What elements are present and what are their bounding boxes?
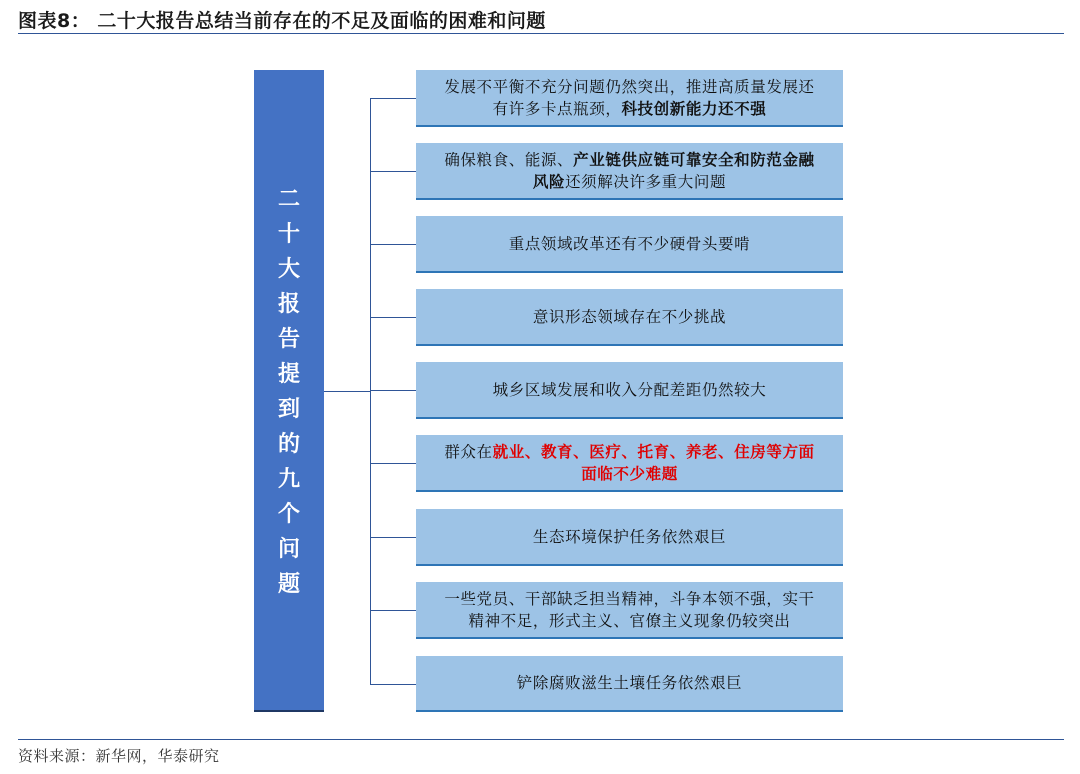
- issue-text: 城乡区域发展和收入分配差距仍然较大: [492, 380, 767, 399]
- issue-text-plain: 群众在: [444, 442, 493, 461]
- issue-text-plain: 有许多卡点瓶颈，: [492, 99, 622, 118]
- main-char: 二: [277, 187, 300, 212]
- main-topic-label: [254, 182, 324, 602]
- issue-text-bold: 科技创新能力还不强: [621, 98, 767, 118]
- issue-box-5: [416, 362, 843, 419]
- issue-box-3: [416, 216, 843, 273]
- source-rule: [18, 739, 1064, 740]
- connector-main: [324, 391, 371, 392]
- main-char: 个: [277, 502, 300, 527]
- issue-text: 重点领域改革还有不少硬骨头要啃: [508, 234, 751, 253]
- connector-branch: [370, 171, 417, 172]
- issue-text-red: 就业、教育、医疗、托育、养老、住房等方面: [492, 441, 815, 461]
- issue-box-6: [416, 435, 843, 492]
- issue-text: 精神不足，形式主义、官僚主义现象仍较突出: [468, 611, 791, 630]
- main-char: 十: [277, 222, 300, 247]
- main-char: 问: [277, 537, 300, 562]
- connector-branch: [370, 463, 417, 464]
- issue-text-bold: 风险: [532, 171, 566, 191]
- issue-text: 铲除腐败滋生土壤任务依然艰巨: [516, 674, 743, 692]
- connector-branch: [370, 98, 417, 99]
- main-char: 题: [277, 572, 300, 597]
- issue-text: 发展不平衡不充分问题仍然突出，推进高质量发展还: [444, 77, 815, 96]
- issue-box-9: [416, 656, 843, 712]
- main-char: 的: [277, 432, 300, 457]
- issue-box-4: [416, 289, 843, 346]
- main-char: 到: [277, 397, 300, 422]
- issue-text: 意识形态领域存在不少挑战: [532, 307, 727, 326]
- source-note: 资料来源：新华网，华泰研究: [18, 747, 220, 765]
- connector-spine: [370, 98, 371, 685]
- connector-branch: [370, 684, 417, 685]
- issue-text-red: 面临不少难题: [581, 463, 678, 483]
- issue-text: [444, 98, 814, 120]
- main-char: 告: [277, 327, 300, 352]
- issue-text: 一些党员、干部缺乏担当精神，斗争本领不强，实干: [444, 589, 815, 608]
- title-rule: [18, 33, 1064, 34]
- issue-text: [444, 149, 814, 171]
- issue-box-8: [416, 582, 843, 639]
- connector-branch: [370, 610, 417, 611]
- issue-text: [444, 463, 814, 485]
- issue-box-1: [416, 70, 843, 127]
- figure-title: 图表8： 二十大报告总结当前存在的不足及面临的困难和问题: [18, 10, 546, 32]
- issue-text-bold: 产业链供应链可靠安全和防范金融: [573, 149, 815, 169]
- main-topic-box: [254, 70, 324, 712]
- issue-box-2: [416, 143, 843, 200]
- issue-text-plain: 确保粮食、能源、: [444, 150, 574, 169]
- main-char: 九: [277, 467, 300, 492]
- issue-text: [444, 441, 814, 463]
- main-char: 大: [277, 257, 300, 282]
- connector-branch: [370, 317, 417, 318]
- connector-branch: [370, 537, 417, 538]
- issue-text: 生态环境保护任务依然艰巨: [532, 527, 727, 546]
- main-char: 提: [277, 362, 300, 387]
- connector-branch: [370, 390, 417, 391]
- connector-branch: [370, 244, 417, 245]
- issue-text: [444, 171, 814, 193]
- issue-box-7: [416, 509, 843, 566]
- issue-text-plain: 还须解决许多重大问题: [565, 172, 727, 191]
- main-char: 报: [277, 292, 300, 317]
